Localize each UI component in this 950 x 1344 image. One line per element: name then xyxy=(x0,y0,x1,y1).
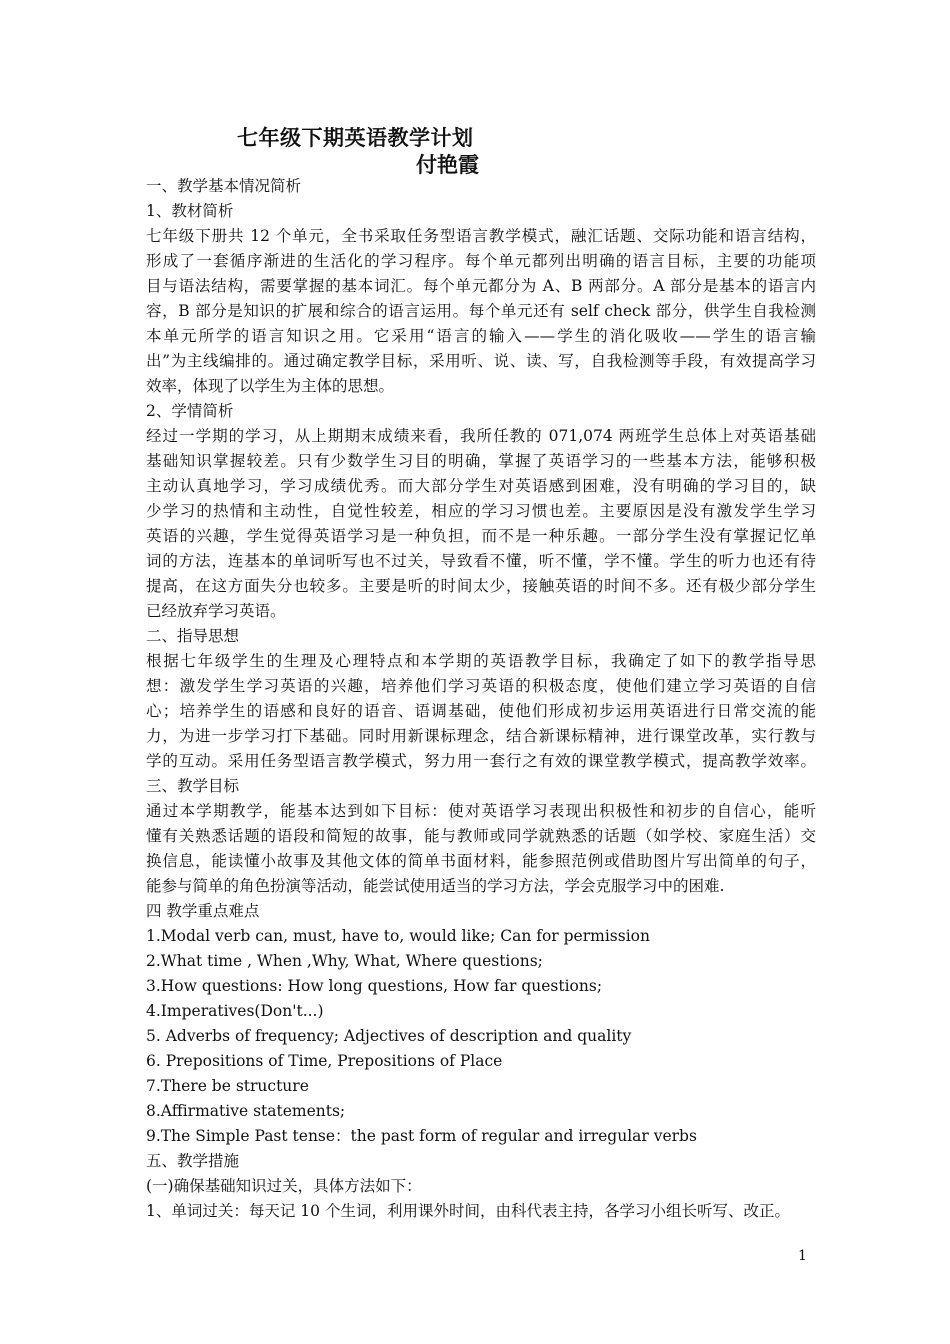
body-line: 通过本学期教学，能基本达到如下目标：使对英语学习表现出积极性和初步的自信心，能听 xyxy=(146,802,816,820)
body-line: 基础知识掌握较差。只有少数学生习目的明确，掌握了英语学习的一些基本方法，能够积极 xyxy=(146,452,816,470)
body-line: 提高，在这方面失分也较多。主要是听的时间太少，接触英语的时间不多。还有极少部分学生 xyxy=(146,577,816,595)
body-line: 1、教材简析 xyxy=(146,202,234,220)
body-line: 已经放弃学习英语。 xyxy=(146,602,286,620)
body-line: 英语的兴趣，学生觉得英语学习是一种负担，而不是一种乐趣。一部分学生没有掌握记忆单 xyxy=(146,527,816,545)
body-line: 能参与简单的角色扮演等活动，能尝试使用适当的学习方法，学会克服学习中的困难. xyxy=(146,877,725,895)
body-line: 一、教学基本情况简析 xyxy=(146,177,302,195)
body-line: 1、单词过关：每天记 10 个生词，利用课外时间，由科代表主持，各学习小组长听写、改正。 xyxy=(146,1202,790,1220)
body-line: 3.How questions: How long questions, How far questions; xyxy=(146,977,603,995)
body-line: 学的互动。采用任务型语言教学模式，努力用一套行之有效的课堂教学模式，提高教学效率。 xyxy=(146,752,816,770)
body-line: 二、指导思想 xyxy=(146,627,240,645)
body-line: 9.The Simple Past tense：the past form of regular and irregular verbs xyxy=(146,1127,697,1145)
body-line: 出”为主线编排的。通过确定教学目标，采用听、说、读、写，自我检测等手段，有效提高学习 xyxy=(146,352,816,370)
body-line: 本单元所学的语言知识之用。它采用“语言的输入——学生的消化吸收——学生的语言输 xyxy=(146,327,816,345)
body-line: 8.Affirmative statements; xyxy=(146,1102,346,1120)
body-line: 少学习的热情和主动性，自觉性较差，相应的学习习惯也差。主要原因是没有激发学生学习 xyxy=(146,502,816,520)
body-line: 想：激发学生学习英语的兴趣，培养他们学习英语的积极态度，使他们建立学习英语的自信 xyxy=(146,677,816,695)
document-author: 付艳霞 xyxy=(416,153,479,177)
body-line: 换信息，能读懂小故事及其他文体的简单书面材料，能参照范例或借助图片写出简单的句子， xyxy=(146,852,816,870)
body-line: 五、教学措施 xyxy=(146,1152,240,1170)
document-body xyxy=(146,174,816,1224)
body-line: 容，B 部分是知识的扩展和综合的语言运用。每个单元还有 self check 部分，供学生自我检测 xyxy=(146,302,816,320)
body-line: 根据七年级学生的生理及心理特点和本学期的英语教学目标，我确定了如下的教学指导思 xyxy=(146,652,816,670)
body-line: 四 教学重点难点 xyxy=(146,902,260,920)
document-title: 七年级下期英语教学计划 xyxy=(237,126,474,150)
body-line: 6. Prepositions of Time, Prepositions of Place xyxy=(146,1052,503,1070)
body-line: 7.There be structure xyxy=(146,1077,309,1095)
body-line: 2.What time , When ,Why, What, Where questions; xyxy=(146,952,543,970)
body-line: 效率，体现了以学生为主体的思想。 xyxy=(146,377,395,395)
body-line: 主动认真地学习，学习成绩优秀。而大部分学生对英语感到困难，没有明确的学习目的，缺 xyxy=(146,477,816,495)
body-line: 七年级下册共 12 个单元，全书采取任务型语言教学模式，融汇话题、交际功能和语言结构， xyxy=(146,227,816,245)
body-line: 2、学情简析 xyxy=(146,402,234,420)
body-line: 词的方法，连基本的单词听写也不过关，导致看不懂，听不懂，学不懂。学生的听力也还有待 xyxy=(146,552,816,570)
body-line: 1.Modal verb can, must, have to, would like; Can for permission xyxy=(146,927,650,945)
body-line: 懂有关熟悉话题的语段和简短的故事，能与教师或同学就熟悉的话题（如学校、家庭生活）交 xyxy=(146,827,816,845)
body-line: 力，为进一步学习打下基础。同时用新课标理念，结合新课标精神，进行课堂改革，实行教与 xyxy=(146,727,816,745)
page-number: 1 xyxy=(798,1248,807,1264)
body-line: 三、教学目标 xyxy=(146,777,240,795)
body-line: 形成了一套循序渐进的生活化的学习程序。每个单元都列出明确的语言目标，主要的功能项 xyxy=(146,252,816,270)
body-line: 5. Adverbs of frequency; Adjectives of description and quality xyxy=(146,1027,632,1045)
body-line: 经过一学期的学习，从上期期末成绩来看，我所任教的 071,074 两班学生总体上对英语基础 xyxy=(146,427,816,445)
body-line: 心；培养学生的语感和良好的语音、语调基础，使他们形成初步运用英语进行日常交流的能 xyxy=(146,702,816,720)
body-line: (一)确保基础知识过关，具体方法如下： xyxy=(146,1177,422,1195)
body-line: 4.Imperatives(Don't...) xyxy=(146,1002,324,1020)
body-line: 目与语法结构，需要掌握的基本词汇。每个单元都分为 A、B 两部分。A 部分是基本的语言内 xyxy=(146,277,816,295)
